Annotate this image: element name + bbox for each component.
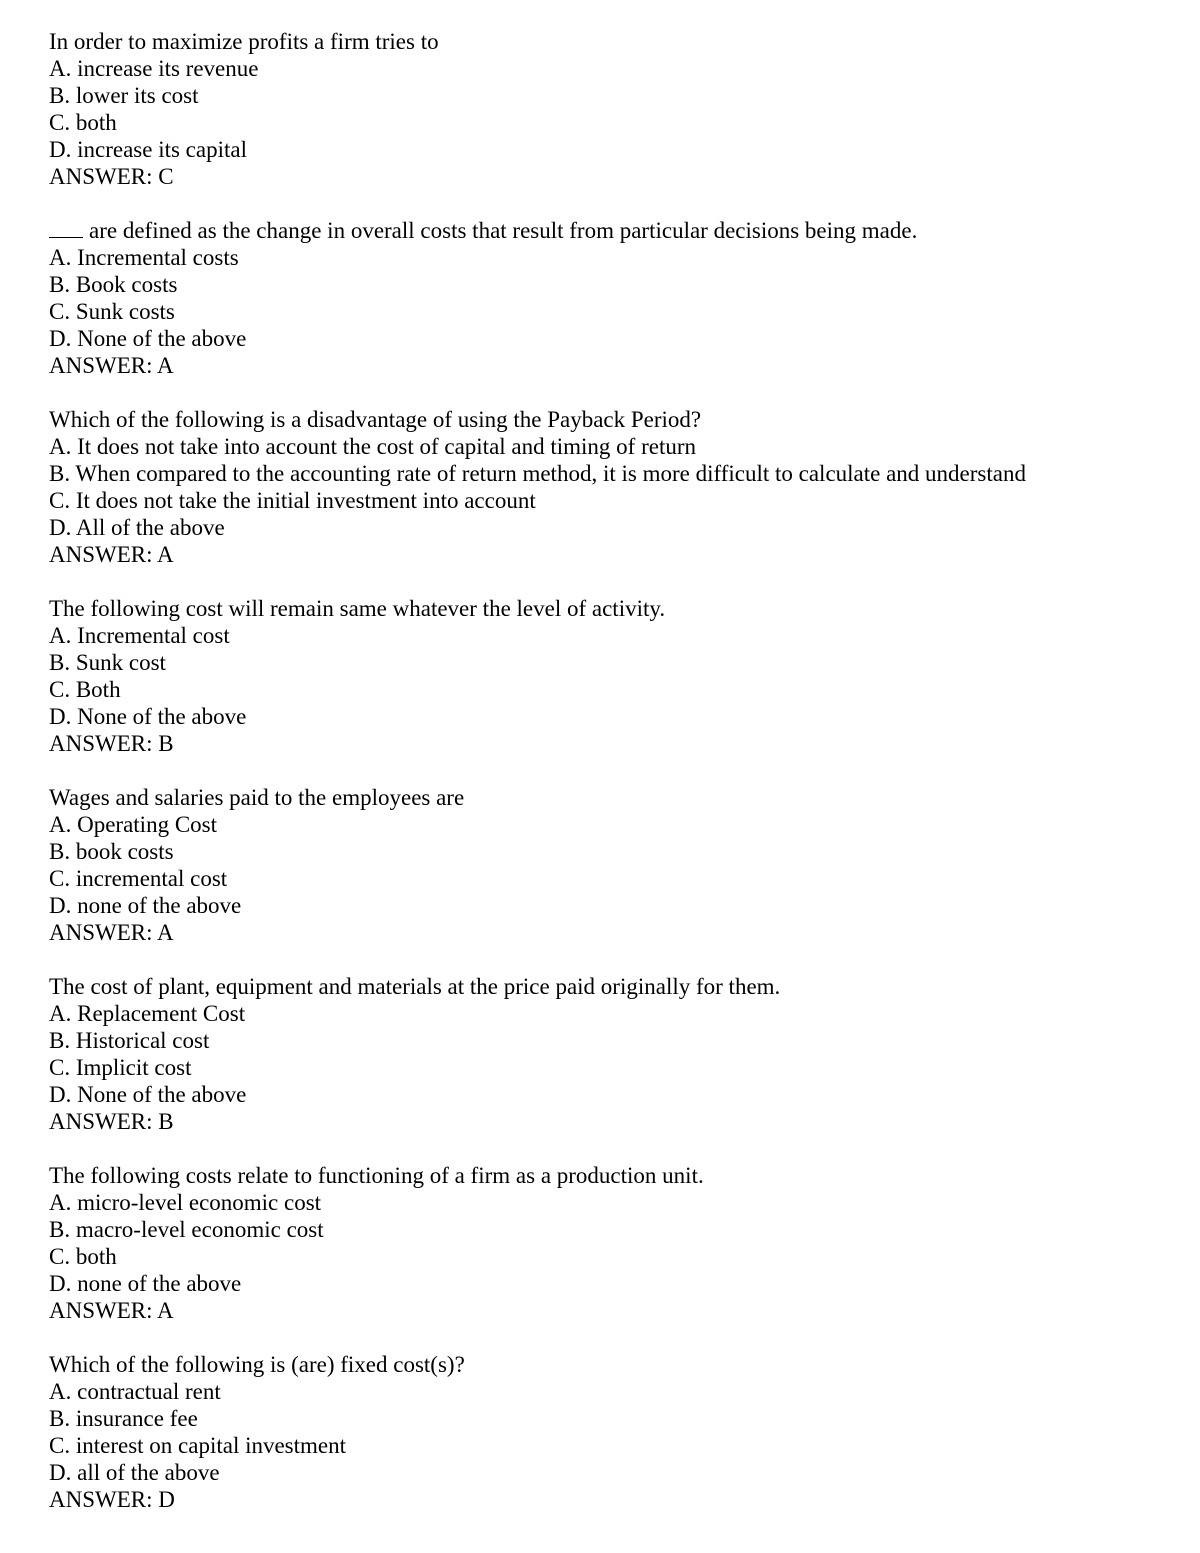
option-c: C. It does not take the initial investment into account xyxy=(49,488,536,513)
question-stem-line xyxy=(49,217,1169,244)
option-a: A. contractual rent xyxy=(49,1379,221,1404)
question-6 xyxy=(49,973,1169,1135)
question-stem: Wages and salaries paid to the employees are xyxy=(49,785,465,810)
question-stem: In order to maximize profits a firm tries to xyxy=(49,29,439,54)
option-a: A. Incremental cost xyxy=(49,623,230,648)
answer-line: ANSWER: B xyxy=(49,1109,174,1134)
question-2 xyxy=(49,217,1169,379)
option-c: C. incremental cost xyxy=(49,866,228,891)
option-c: C. both xyxy=(49,110,117,135)
option-b: B. Historical cost xyxy=(49,1028,210,1053)
option-d: D. none of the above xyxy=(49,893,242,918)
answer-line: ANSWER: A xyxy=(49,542,174,567)
option-a: A. micro-level economic cost xyxy=(49,1190,322,1215)
option-b: B. insurance fee xyxy=(49,1406,198,1431)
question-4 xyxy=(49,595,1169,757)
option-c: C. Sunk costs xyxy=(49,299,175,324)
option-b: B. Book costs xyxy=(49,272,178,297)
question-stem: The cost of plant, equipment and materials at the price paid originally for them. xyxy=(49,974,781,999)
option-c: C. interest on capital investment xyxy=(49,1433,347,1458)
option-c: C. both xyxy=(49,1244,117,1269)
option-b: B. Sunk cost xyxy=(49,650,166,675)
option-d: D. increase its capital xyxy=(49,137,247,162)
answer-line: ANSWER: C xyxy=(49,164,174,189)
option-a: A. It does not take into account the cost of capital and timing of return xyxy=(49,434,697,459)
option-c: C. Both xyxy=(49,677,121,702)
option-b: B. When compared to the accounting rate of return method, it is more difficult to calculate and understand xyxy=(49,461,1026,486)
question-stem: Which of the following is (are) fixed cost(s)? xyxy=(49,1352,465,1377)
option-d: D. none of the above xyxy=(49,1271,242,1296)
option-a: A. Replacement Cost xyxy=(49,1001,246,1026)
answer-line: ANSWER: B xyxy=(49,731,174,756)
answer-line: ANSWER: A xyxy=(49,353,174,378)
option-a: A. increase its revenue xyxy=(49,56,259,81)
option-b: B. book costs xyxy=(49,839,174,864)
document-page xyxy=(49,28,1169,1540)
question-stem: are defined as the change in overall costs that result from particular decisions being made. xyxy=(89,218,918,243)
option-d: D. None of the above xyxy=(49,326,247,351)
question-7 xyxy=(49,1162,1169,1324)
option-b: B. macro-level economic cost xyxy=(49,1217,324,1242)
option-a: A. Incremental costs xyxy=(49,245,239,270)
question-3 xyxy=(49,406,1169,568)
option-d: D. None of the above xyxy=(49,704,247,729)
option-c: C. Implicit cost xyxy=(49,1055,192,1080)
question-stem: Which of the following is a disadvantage of using the Payback Period? xyxy=(49,407,702,432)
question-5 xyxy=(49,784,1169,946)
answer-line: ANSWER: D xyxy=(49,1487,175,1512)
question-1 xyxy=(49,28,1169,190)
option-d: D. All of the above xyxy=(49,515,225,540)
answer-line: ANSWER: A xyxy=(49,1298,174,1323)
option-a: A. Operating Cost xyxy=(49,812,218,837)
fill-in-blank xyxy=(49,219,83,238)
question-stem: The following cost will remain same whatever the level of activity. xyxy=(49,596,666,621)
answer-line: ANSWER: A xyxy=(49,920,174,945)
option-d: D. all of the above xyxy=(49,1460,220,1485)
option-b: B. lower its cost xyxy=(49,83,199,108)
option-d: D. None of the above xyxy=(49,1082,247,1107)
question-8 xyxy=(49,1351,1169,1513)
question-stem: The following costs relate to functioning of a firm as a production unit. xyxy=(49,1163,704,1188)
